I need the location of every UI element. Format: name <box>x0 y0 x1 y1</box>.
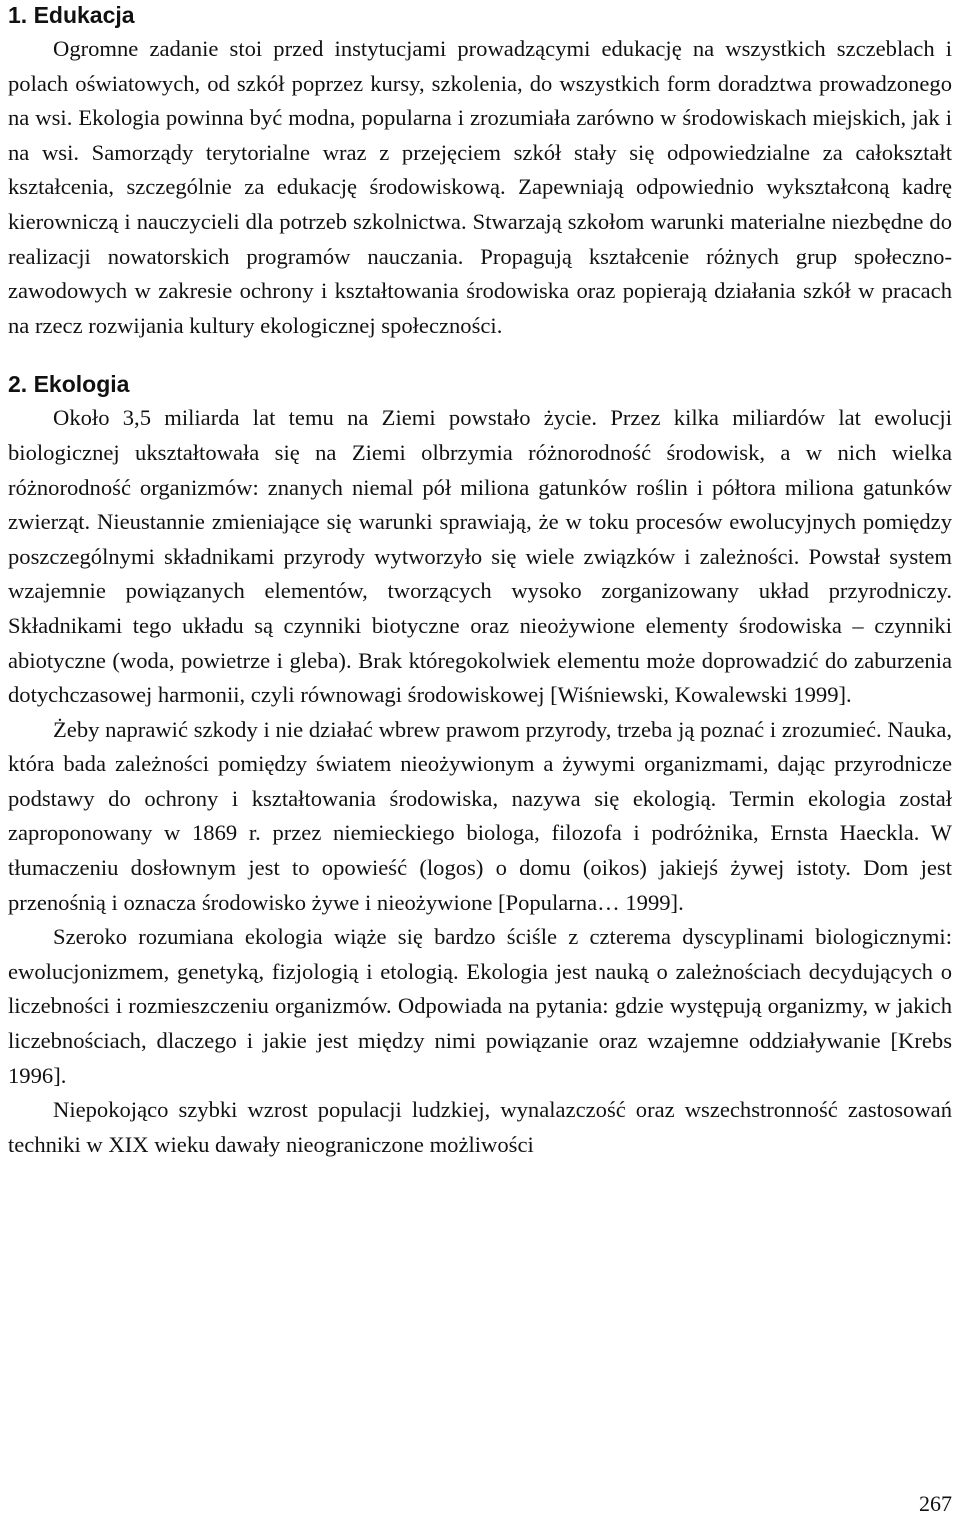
page-number: 267 <box>919 1491 952 1516</box>
paragraph-ekologia-3: Szeroko rozumiana ekologia wiąże się bardzo ściśle z czterema dyscyplinami biologicznymi: ewolucjonizmem, genetyką, fizjologią i etologią. Ekologia jest nauką o zależnościach decydujących o liczebności i rozmieszczeniu organizmów. Odpowiada na pytania: gdzie występują organizmy, w jakich liczebnościach, dlaczego i jakie jest między nimi powiązanie oraz wzajemne oddziaływanie [Krebs 1996]. <box>8 924 952 1088</box>
paragraph-edukacja: Ogromne zadanie stoi przed instytucjami prowadzącymi edukację na wszystkich szczeblach i polach oświatowych, od szkół poprzez kursy, szkolenia, do wszystkich form doradztwa prowadzonego na wsi. Ekologia powinna być modna, popularna i zrozumiała zarówno w środowiskach miejskich, jak i na wsi. Samorządy terytorialne wraz z przejęciem szkół stały się odpowiedzialne za całokształt kształcenia, szczególnie za edukację środowiskową. Zapewniają odpowiednio wykształconą kadrę kierowniczą i nauczycieli dla potrzeb szkolnictwa. Stwarzają szkołom warunki materialne niezbędne do realizacji nowatorskich programów nauczania. Propagują kształcenie różnych grup społeczno-zawodowych w zakresie ochrony i kształtowania środowiska oraz popierają działania szkół w pracach na rzecz rozwijania kultury ekologicznej społeczności. <box>8 36 952 338</box>
section-heading-ekologia: 2. Ekologia <box>8 371 130 398</box>
paragraph-ekologia-4: Niepokojąco szybki wzrost populacji ludzkiej, wynalazczość oraz wszechstronność zastosowań techniki w XIX wieku dawały nieograniczone możliwości <box>8 1097 952 1157</box>
document-page <box>8 0 952 1162</box>
section-heading-edukacja: 1. Edukacja <box>8 2 135 28</box>
paragraph-ekologia-1: Około 3,5 miliarda lat temu na Ziemi powstało życie. Przez kilka miliardów lat ewolucji biologicznej ukształtowała się na Ziemi olbrzymia różnorodność środowisk, a w nich wielka różnorodność organizmów: znanych niemal pół miliona gatunków roślin i półtora miliona gatunków zwierząt. Nieustannie zmieniające się warunki sprawiają, że w toku procesów ewolucyjnych pomiędzy poszczególnymi składnikami przyrody wytworzyło się wiele związków i zależności. Powstał system wzajemnie powiązanych elementów, tworzących wysoko zorganizowany układ przyrodniczy. Składnikami tego układu są czynniki biotyczne oraz nieożywione elementy środowiska – czynniki abiotyczne (woda, powietrze i gleba). Brak któregokolwiek elementu może doprowadzić do zaburzenia dotychczasowej harmonii, czyli równowagi środowiskowej [Wiśniewski, Kowalewski 1999]. <box>8 405 952 708</box>
paragraph-ekologia-2: Żeby naprawić szkody i nie działać wbrew prawom przyrody, trzeba ją poznać i zrozumieć. Nauka, która bada zależności pomiędzy światem nieożywionym a żywymi organizmami, dając przyrodnicze podstawy do ochrony i kształtowania środowiska, nazywa się ekologią. Termin ekologia został zaproponowany w 1869 r. przez niemieckiego biologa, filozofa i podróżnika, Ernsta Haeckla. W tłumaczeniu dosłownym jest to opowieść (logos) o domu (oikos) jakiejś żywej istoty. Dom jest przenośnią i oznacza środowisko żywe i nieożywione [Popularna… 1999]. <box>8 716 952 915</box>
